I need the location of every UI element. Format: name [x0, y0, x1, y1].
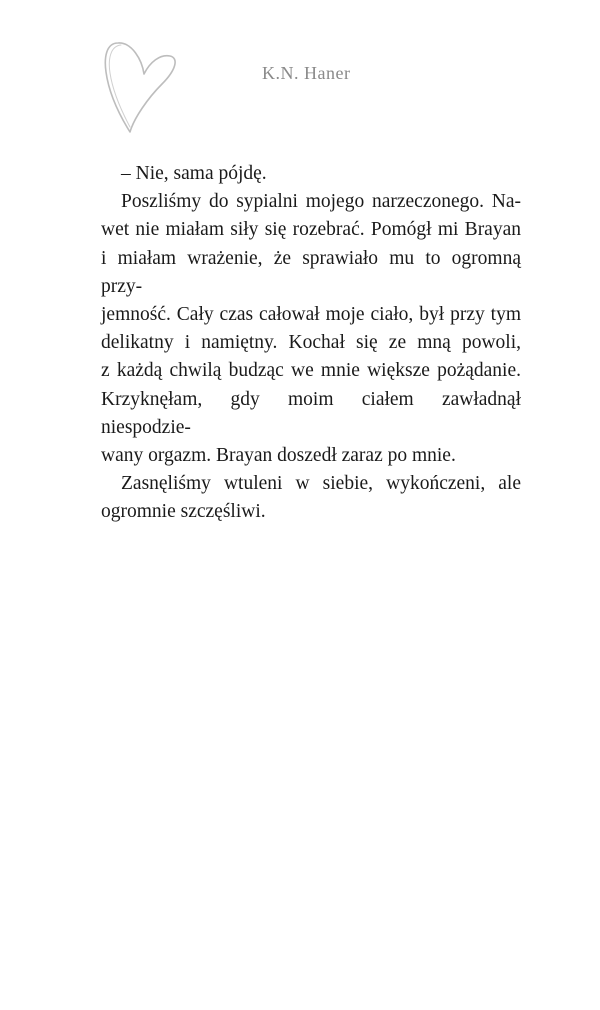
- text-line: wet nie miałam siły się rozebrać. Pomógł mi Brayan: [101, 219, 521, 241]
- heart-icon: [100, 40, 180, 135]
- text-line: Krzyknęłam, gdy moim ciałem zawładnął niespodzie-: [101, 388, 521, 438]
- text-line: jemność. Cały czas całował moje ciało, był przy tym: [101, 304, 521, 326]
- text-line: Poszliśmy do sypialni mojego narzeczonego. Na-: [121, 191, 521, 213]
- text-line: ogromnie szczęśliwi.: [101, 501, 266, 523]
- text-line: i miałam wrażenie, że sprawiało mu to ogromną przy-: [101, 247, 521, 297]
- running-header-author: K.N. Haner: [262, 63, 351, 83]
- text-line: wany orgazm. Brayan doszedł zaraz po mnie.: [101, 445, 456, 467]
- text-line: z każdą chwilą budząc we mnie większe pożądanie.: [101, 360, 521, 382]
- text-line: – Nie, sama pójdę.: [121, 163, 267, 184]
- page-body: [101, 160, 521, 527]
- text-line: delikatny i namiętny. Kochał się ze mną powoli,: [101, 332, 521, 354]
- text-line: Zasnęliśmy wtuleni w siebie, wykończeni, ale: [121, 473, 521, 495]
